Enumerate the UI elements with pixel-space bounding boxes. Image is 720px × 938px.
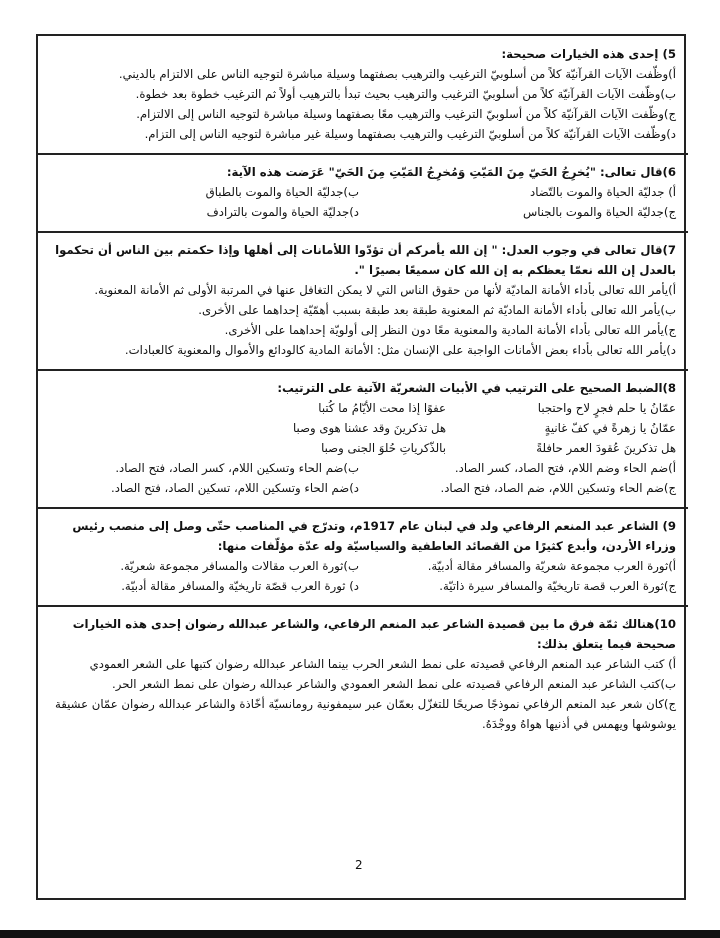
verse-hemistich: هل تذكرينَ عُقودَ العمر حافلةً bbox=[536, 441, 676, 455]
divider bbox=[36, 153, 688, 155]
q6-option-c[interactable]: ج)جدليّة الحياة والموت بالجناس bbox=[522, 205, 676, 219]
q5-option-a[interactable]: أ)وظّفت الآيات القرآنيّة كلاً من أسلوبيّ الترغيب والترهيب بصفتهما وسيلة مباشرة لتوجيه الناس على الالتزام بالديني. bbox=[118, 67, 676, 81]
q7-title: 7)قال تعالى في وجوب العدل: " إن الله يأمركم أن تؤدّوا اللأمانات إلى أهلها وإذا حكمتم بين الناس أن تحكموا بالعدل إن الله نعمّا يعظكم به إن الله كان سميعًا بصيرًا ". bbox=[55, 243, 676, 277]
q5-option-b[interactable]: ب)وظّفت الآيات القرآنيّة كلاً من أسلوبيّ الترغيب والترهيب بحيث تبدأ بالترهيب أولاً ثم الترغيب خطوة بعد خطوة. bbox=[135, 87, 676, 101]
verse-hemistich: عمّانُ يا حلم فجرٍ لاح واحتجبا bbox=[537, 401, 676, 415]
q8-option-c[interactable]: ج)ضم الحاء وتسكين اللام، ضم الصاد، فتح الصاد. bbox=[440, 481, 676, 495]
q9-option-a[interactable]: أ)ثورة العرب مجموعة شعريّة والمسافر مقالة أدبيّة. bbox=[427, 559, 676, 573]
q9-option-b[interactable]: ب)ثورة العرب مقالات والمسافر مجموعة شعريّة. bbox=[120, 559, 359, 573]
verse-line bbox=[48, 398, 676, 418]
q5-option-d[interactable]: د)وظّفت الآيات القرآنيّة كلاً من أسلوبيّ الترغيب والترهيب بصفتهما وسيلة غير مباشرة لتوجيه الناس إلى التزام. bbox=[144, 127, 676, 141]
q8-option-b[interactable]: ب)ضم الحاء وتسكين اللام، كسر الصاد، فتح الصاد. bbox=[115, 461, 359, 475]
q7-option-a[interactable]: أ)يأمر الله تعالى بأداء الأمانة الماديّة لأنها من حقوق الناس التي لا يمكن التغافل عنها في المرتبة الأولى ثم الأمانة المعنوية. bbox=[94, 283, 676, 297]
q6-title: 6)قال تعالى: "يُخرِجُ الحَيّ مِنَ المَيّتِ وَمُخرِجُ المَيّتِ مِنَ الحَيّ" عَرَضت هذه الآية: bbox=[226, 165, 676, 179]
q9-option-c[interactable]: ج)ثورة العرب قصة تاريخيّة والمسافر سيرة ذاتيّة. bbox=[439, 579, 676, 593]
q6-option-a[interactable]: أ) جدليّة الحياة والموت بالتّضاد bbox=[530, 185, 676, 199]
q10-option-c[interactable]: ج)كان شعر عبد المنعم الرفاعي نموذجًا صريحًا للتغزّل بعمّان عبر سيمفونية رومانسيّة أخّاذة والشاعر عبدالله رضوان عمّان عشيقة يوشوشها ويهمس في أذنيها هواهُ ووجْدَهُ. bbox=[54, 697, 676, 731]
divider bbox=[36, 231, 688, 233]
q8-title: 8)الضبط الصحيح على الترتيب في الأبيات الشعريّة الآتية على الترتيب: bbox=[277, 381, 676, 395]
q9-title: 9) الشاعر عبد المنعم الرفاعي ولد في لبنان عام 1917م، وتدرّج في المناصب حتّى وصل إلى منصب رئيس وزراء الأردن، وأبدع كثيرًا من القصائد العاطفية والسياسيّة وله عدّة مؤلّفات منها: bbox=[72, 519, 676, 553]
verse-hemistich: هل تذكرينَ وقد عشنا هوى وصبا bbox=[293, 421, 446, 435]
divider bbox=[36, 507, 688, 509]
q6-option-b[interactable]: ب)جدليّة الحياة والموت بالطباق bbox=[205, 185, 359, 199]
q8-option-a[interactable]: أ)ضم الحاء وضم اللام، فتح الصاد، كسر الصاد. bbox=[454, 461, 676, 475]
verse-line bbox=[48, 438, 676, 458]
q7-option-d[interactable]: د)يأمر الله تعالى بأداء بعض الأمانات الواجبة على الإنسان مثل: الأمانة المادية كالودائع والأموال والمعنوية كالعبادات. bbox=[124, 343, 676, 357]
q7-option-b[interactable]: ب)يأمر الله تعالى بأداء الأمانة الماديّة ثم المعنوية طبقة بعد طبقة بسبب أهمّيّة إحداهما على الأخرى. bbox=[198, 303, 676, 317]
verse-hemistich: عفوًا إذا محت الأيّامُ ما كُتبا bbox=[318, 401, 446, 415]
verse-hemistich: بالذّكرياتِ حُلوَ الجنى وصبا bbox=[321, 441, 446, 455]
q5-title: 5) إحدى هذه الخيارات صحيحة: bbox=[501, 47, 676, 61]
divider bbox=[36, 369, 688, 371]
q8-option-d[interactable]: د)ضم الحاء وتسكين اللام، تسكين الصاد، فتح الصاد. bbox=[111, 481, 359, 495]
q10-option-a[interactable]: أ) كتب الشاعر عبد المنعم الرفاعي قصيدته على نمط الشعر الحرب بينما الشاعر عبدالله رضوان كتبها على الشعر العمودي bbox=[89, 657, 676, 671]
q9-option-d[interactable]: د) ثورة العرب قصّة تاريخيّة والمسافر مقالة أدبيّة. bbox=[121, 579, 359, 593]
divider bbox=[36, 605, 688, 607]
q6-option-d[interactable]: د)جدليّة الحياة والموت بالترادف bbox=[206, 205, 359, 219]
q6-options bbox=[48, 182, 676, 222]
q5-option-c[interactable]: ج)وظّفت الآيات القرآنيّة كلاً من أسلوبيّ الترغيب والترهيب معًا بصفتهما وسيلة مباشرة لتوجيه الناس إلى الالتزام. bbox=[136, 107, 676, 121]
page-number: 2 bbox=[355, 858, 363, 872]
bottom-bar bbox=[0, 930, 720, 938]
exam-content bbox=[48, 44, 676, 734]
q8-options bbox=[48, 458, 676, 498]
q9-options bbox=[48, 556, 676, 596]
q10-title: 10)هنالك ثمّة فرق ما بين قصيدة الشاعر عبد المنعم الرفاعي، والشاعر عبدالله رضوان إحدى هذه الخيارات صحيحة فيما يتعلق بذلك: bbox=[72, 617, 676, 651]
verse-hemistich: عمّانُ يا زهرةً في كفّ غانيةٍ bbox=[544, 421, 676, 435]
q10-option-b[interactable]: ب)كتب الشاعر عبد المنعم الرفاعي قصيدته على نمط الشعر العمودي والشاعر عبدالله رضوان على نمط الشعر الحر. bbox=[112, 677, 676, 691]
q7-option-c[interactable]: ج)يأمر الله تعالى بأداء الأمانة المادية والمعنوية معًا دون النظر إلى أولويّة إحداهما على الأخرى. bbox=[224, 323, 676, 337]
verse-line bbox=[48, 418, 676, 438]
